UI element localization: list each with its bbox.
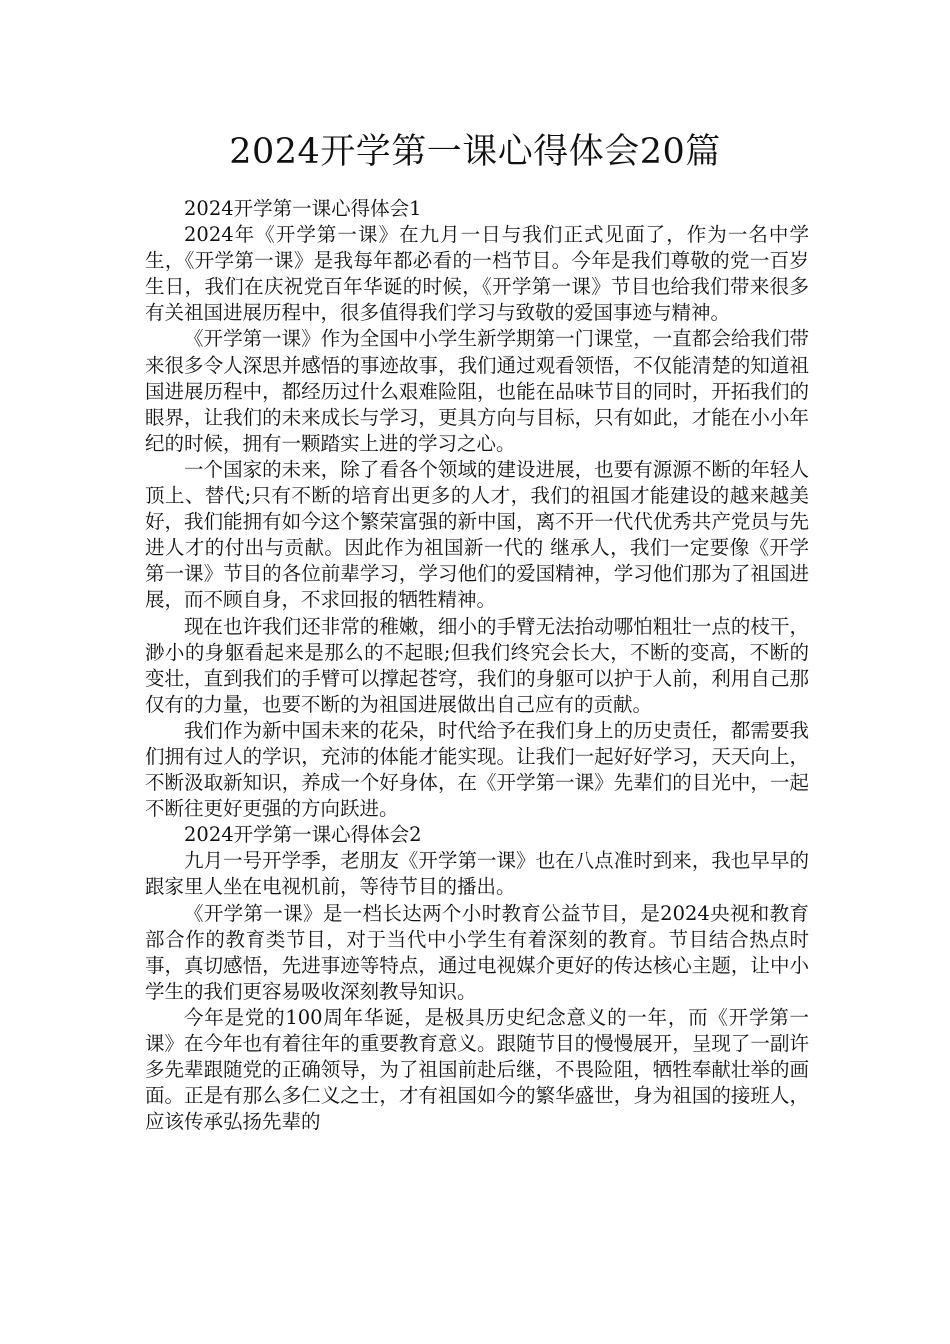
section-heading: 2024开学第一课心得体会2	[184, 823, 422, 847]
document-title: 2024开学第一课心得体会20篇	[229, 132, 721, 172]
paragraph: 《开学第一课》作为全国中小学生新学期第一门课堂，一直都会给我们带来很多令人深思并感悟的事迹故事，我们通过观看领悟，不仅能清楚的知道祖国进展历程中，都经历过什么艰难险阻，也能在品味节目的同时，开拓我们的眼界，让我们的未来成长与学习，更具方向与目标，只有如此，才能在小小年纪的时候，拥有一颗踏实上进的学习之心。	[145, 327, 809, 455]
paragraph: 我们作为新中国未来的花朵，时代给予在我们身上的历史责任，都需要我们拥有过人的学识，充沛的体能才能实现。让我们一起好好学习，天天向上，不断汲取新知识，养成一个好身体，在《开学第一课》先辈们的目光中，一起不断往更好更强的方向跃进。	[145, 718, 809, 821]
paragraph: 《开学第一课》是一档长达两个小时教育公益节目，是2024央视和教育部合作的教育类节目，对于当代中小学生有着深刻的教育。节目结合热点时事，真切感悟，先进事迹等特点，通过电视媒介更好的传达核心主题，让中小学生的我们更容易吸收深刻教导知识。	[145, 901, 809, 1003]
paragraph: 今年是党的100周年华诞，是极具历史纪念意义的一年，而《开学第一课》在今年也有着往年的重要教育意义。跟随节目的慢慢展开，呈现了一副许多先辈跟随党的正确领导，为了祖国前赴后继，不畏险阻，牺牲奉献壮举的画面。正是有那么多仁义之士，才有祖国如今的繁华盛世，身为祖国的接班人，应该传承弘扬先辈的	[145, 1005, 809, 1134]
paragraph: 现在也许我们还非常的稚嫩，细小的手臂无法抬动哪怕粗壮一点的枝干，渺小的身躯看起来是那么的不起眼;但我们终究会长大，不断的变高，不断的变壮，直到我们的手臂可以撑起苍穹，我们的身躯可以护于人前，利用自己那仅有的力量，也要不断的为祖国进展做出自己应有的贡献。	[145, 614, 809, 716]
paragraph: 一个国家的未来，除了看各个领域的建设进展，也要有源源不断的年轻人顶上、替代;只有不断的培育出更多的人才，我们的祖国才能建设的越来越美好，我们能拥有如今这个繁荣富强的新中国，离不开一代代优秀共产党员与先进人才的付出与贡献。因此作为祖国新一代的 继承人，我们一定要像《开学第一课》节目的各位前辈学习，学习他们的爱国精神，学习他们那为了祖国进展，而不顾自身，不求回报的牺牲精神。	[145, 457, 809, 612]
paragraph: 2024年《开学第一课》在九月一日与我们正式见面了，作为一名中学生，《开学第一课》是我每年都必看的一档节目。今年是我们尊敬的党一百岁生日，我们在庆祝党百年华诞的时候，《开学第一课》节目也给我们带来很多有关祖国进展历程中，很多值得我们学习与致敬的爱国事迹与精神。	[145, 223, 809, 325]
paragraph: 九月一号开学季，老朋友《开学第一课》也在八点准时到来，我也早早的跟家里人坐在电视机前，等待节目的播出。	[145, 849, 809, 899]
document-body	[145, 196, 809, 1135]
section-heading: 2024开学第一课心得体会1	[184, 197, 422, 220]
